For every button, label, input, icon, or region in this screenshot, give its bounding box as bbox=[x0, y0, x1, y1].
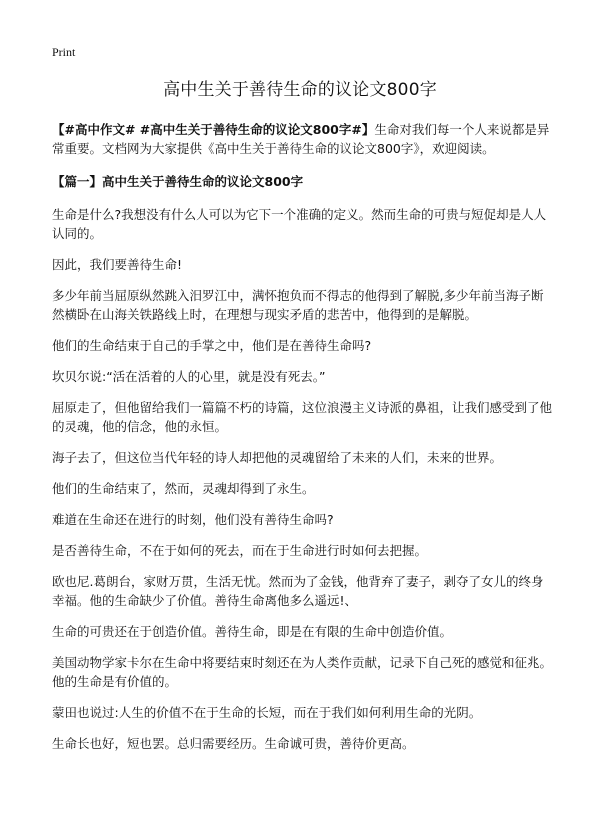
paragraph-2: 因此，我们要善待生命! bbox=[52, 257, 183, 272]
paragraph-12: 生命的可贵还在于创造价值。善待生命，即是在有限的生命中创造价值。 bbox=[52, 624, 453, 639]
intro-paragraph bbox=[52, 120, 552, 158]
page-title: 高中生关于善待生命的议论文800字 bbox=[163, 80, 437, 100]
paragraph-3: 多少年前当屈原纵然跳入汨罗江中，满怀抱负而不得志的他得到了解脱,多少年前当海子断然横卧在山海关铁路线上时，在理想与现实矛盾的悲苦中，他得到的是解脱。 bbox=[52, 288, 544, 322]
paragraph-9: 难道在生命还在进行的时刻，他们没有善待生命吗? bbox=[52, 512, 334, 527]
paragraph-13: 美国动物学家卡尔在生命中将要结束时刻还在为人类作贡献，记录下自己死的感觉和征兆。他的生命是有价值的。 bbox=[52, 655, 553, 689]
paragraph-6: 屈原走了，但他留给我们一篇篇不朽的诗篇，这位浪漫主义诗派的鼻祖，让我们感受到了他的灵魂，他的信念，他的永恒。 bbox=[52, 400, 553, 434]
intro-tag: 【#高中作文# #高中生关于善待生命的议论文800字#】 bbox=[52, 122, 375, 137]
paragraph-4: 他们的生命结束于自己的手掌之中，他们是在善待生命吗? bbox=[52, 338, 372, 353]
intro-text: 生命对我们每一个人来说都是异常重要。文档网为大家提供《高中生关于善待生命的议论文800字》，欢迎阅读。 bbox=[52, 122, 550, 156]
paragraph-8: 他们的生命结束了，然而，灵魂却得到了永生。 bbox=[52, 481, 315, 496]
paragraph-7: 海子去了，但这位当代年轻的诗人却把他的灵魂留给了未来的人们，未来的世界。 bbox=[52, 450, 503, 465]
paragraph-15: 生命长也好，短也罢。总归需要经历。生命诚可贵，善待价更高。 bbox=[52, 736, 415, 751]
paragraph-11: 欧也尼.葛朗台，家财万贯，生活无忧。然而为了金钱，他背弃了妻子，剥夺了女儿的终身幸福。他的生命缺少了价值。善待生命离他多么遥远!、 bbox=[52, 574, 544, 608]
paragraph-5: 坎贝尔说:“活在活着的人的心里，就是没有死去。” bbox=[52, 369, 326, 384]
section-heading: 【篇一】高中生关于善待生命的议论文800字 bbox=[52, 174, 304, 189]
print-link[interactable]: Print bbox=[52, 45, 76, 59]
article-body bbox=[52, 120, 552, 765]
paragraph-14: 蒙田也说过:人生的价值不在于生命的长短，而在于我们如何利用生命的光阴。 bbox=[52, 705, 482, 720]
paragraph-1: 生命是什么?我想没有什么人可以为它下一个准确的定义。然而生命的可贵与短促却是人人认同的。 bbox=[52, 207, 547, 241]
paragraph-10: 是否善待生命，不在于如何的死去，而在于生命进行时如何去把握。 bbox=[52, 543, 428, 558]
